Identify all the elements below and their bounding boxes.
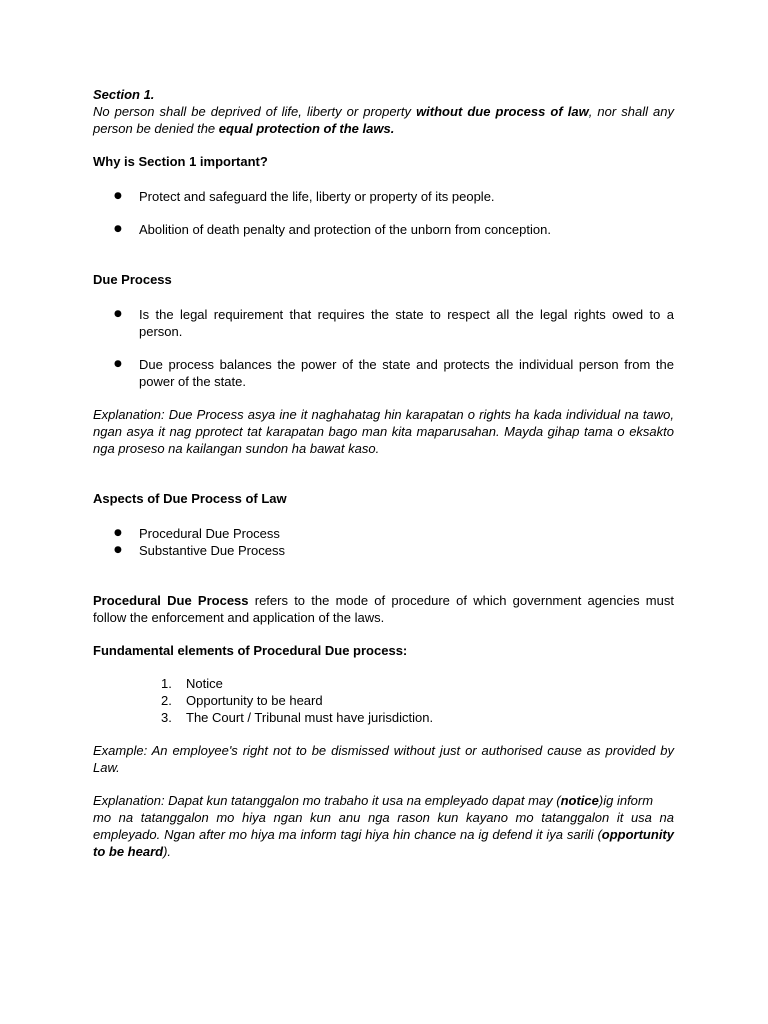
section-text-part1: No person shall be deprived of life, liberty or property <box>93 104 417 119</box>
fundamental-heading: Fundamental elements of Procedural Due process: <box>93 643 408 658</box>
why-heading: Why is Section 1 important? <box>93 154 268 169</box>
procedural-text: refers to the mode of procedure of which government agencies must follow the enforcement and application of the laws. <box>93 593 674 625</box>
section-heading: Section 1. <box>93 87 155 102</box>
document-content <box>93 86 674 860</box>
due-process-list <box>93 306 674 390</box>
fundamental-item-number: 2. <box>161 693 172 708</box>
fundamental-item <box>93 709 674 726</box>
aspects-item: ● Procedural Due Process <box>93 525 674 542</box>
fundamental-item-number: 1. <box>161 676 172 691</box>
why-list <box>93 188 674 238</box>
why-item: ● Abolition of death penalty and protection of the unborn from conception. <box>93 221 674 238</box>
aspects-item: ● Substantive Due Process <box>93 542 674 559</box>
explanation2-bold-opportunity: opportunity to be heard <box>93 827 674 859</box>
due-process-item: ● Due process balances the power of the state and protects the individual person from the power of the state. <box>93 356 674 390</box>
fundamental-item <box>93 675 674 692</box>
fundamental-item-text: The Court / Tribunal must have jurisdiction. <box>186 710 434 725</box>
fundamental-item-text: Opportunity to be heard <box>186 693 323 708</box>
explanation2-body <box>93 809 674 860</box>
fundamental-list <box>93 675 674 726</box>
section-text <box>93 103 674 137</box>
aspects-heading: Aspects of Due Process of Law <box>93 491 287 506</box>
section-bold-due-process: without due process of law <box>416 104 589 119</box>
fundamental-item-text: Notice <box>186 676 223 691</box>
procedural-bold: Procedural Due Process <box>93 593 249 608</box>
explanation2-text: ). <box>163 844 172 859</box>
fundamental-item-number: 3. <box>161 710 172 725</box>
explanation2-text: mo na tatanggalon mo hiya ngan kun anu nga rason kun kayano mo tatanggalon it usa na empleyado. Ngan after mo hiya ma inform tagi hiya hin chance na ig defend it iya sarili ( <box>93 810 674 842</box>
due-process-explanation: Explanation: Due Process asya ine it naghahatag hin karapatan o rights ha kada individual na tawo, ngan asya it nag pprotect tat karapatan bago man kita maparusahan. Mayda gihap tama o eksakto nga proseso na kailangan sundon ha bawat kaso. <box>93 407 674 456</box>
procedural-definition <box>93 592 674 626</box>
section-text-part2: , nor shall any person be denied the <box>93 104 675 136</box>
why-item: ● Protect and safeguard the life, liberty or property of its people. <box>93 188 674 205</box>
explanation2-text: )ig inform <box>598 793 654 808</box>
explanation2-line1 <box>93 792 674 809</box>
fundamental-item <box>93 692 674 709</box>
explanation2-text: Explanation: Dapat kun tatanggalon mo trabaho it usa na empleyado dapat may ( <box>93 793 561 808</box>
explanation2-bold-notice: notice <box>560 793 599 808</box>
aspects-list <box>93 525 674 559</box>
example-text: Example: An employee's right not to be dismissed without just or authorised cause as provided by Law. <box>93 743 674 775</box>
due-process-heading: Due Process <box>93 272 172 287</box>
section-bold-equal-protection: equal protection of the laws. <box>218 121 395 136</box>
due-process-item: ● Is the legal requirement that requires the state to respect all the legal rights owed to a person. <box>93 306 674 340</box>
